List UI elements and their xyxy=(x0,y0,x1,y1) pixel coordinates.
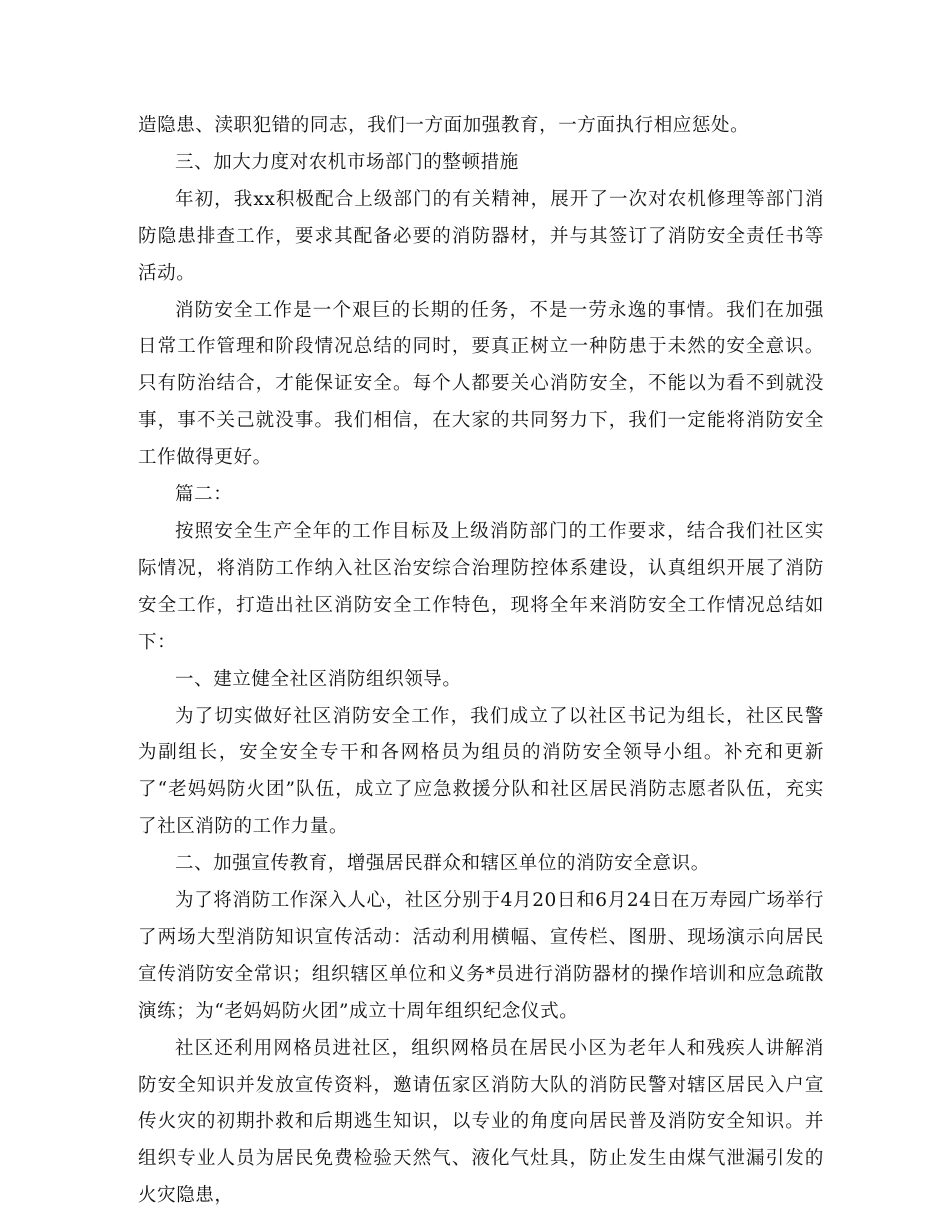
paragraph-continuation: 造隐患、渎职犯错的同志，我们一方面加强教育，一方面执行相应惩处。 xyxy=(138,115,750,136)
paragraph: 按照安全生产全年的工作目标及上级消防部门的工作要求，结合我们社区实际情况，将消防工作纳入社区治安综合治理防控体系建设，认真组织开展了消防安全工作，打造出社区消防安全工作特色，现将全年来消防安全工作情况总结如下： xyxy=(138,520,824,653)
paragraph: 年初，我xx积极配合上级部门的有关精神，展开了一次对农机修理等部门消防隐患排查工作，要求其配备必要的消防器材，并与其签订了消防安全责任书等活动。 xyxy=(138,188,824,284)
document-body xyxy=(138,108,824,1215)
paragraph: 为了切实做好社区消防安全工作，我们成立了以社区书记为组长，社区民警为副组长，安全安全专干和各网格员为组员的消防安全领导小组。补充和更新了“老妈妈防火团”队伍，成立了应急救援分队和社区居民消防志愿者队伍，充实了社区消防的工作力量。 xyxy=(138,705,824,838)
section-heading-3: 三、加大力度对农机市场部门的整顿措施 xyxy=(175,151,519,173)
paragraph: 社区还利用网格员进社区，组织网格员在居民小区为老年人和残疾人讲解消防安全知识并发放宣传资料，邀请伍家区消防大队的消防民警对辖区居民入户宣传火灾的初期扑救和后期逃生知识，以专业的角度向居民普及消防安全知识。并组织专业人员为居民免费检验天然气、液化气灶具，防止发生由煤气泄漏引发的火灾隐患， xyxy=(138,1037,824,1207)
paragraph: 消防安全工作是一个艰巨的长期的任务，不是一劳永逸的事情。我们在加强日常工作管理和阶段情况总结的同时，要真正树立一种防患于未然的安全意识。只有防治结合，才能保证安全。每个人都要关心消防安全，不能以为看不到就没事，事不关己就没事。我们相信，在大家的共同努力下，我们一定能将消防安全工作做得更好。 xyxy=(138,299,824,469)
section-heading-2: 二、加强宣传教育，增强居民群众和辖区单位的消防安全意识。 xyxy=(175,853,710,875)
paragraph: 为了将消防工作深入人心，社区分别于4月20日和6月24日在万寿园广场举行了两场大型消防知识宣传活动：活动利用横幅、宣传栏、图册、现场演示向居民宣传消防安全常识；组织辖区单位和义务*员进行消防器材的操作培训和应急疏散演练；为“老妈妈防火团”成立十周年组织纪念仪式。 xyxy=(138,890,824,1022)
part-heading: 篇二： xyxy=(175,484,233,506)
section-heading-1: 一、建立健全社区消防组织领导。 xyxy=(175,668,462,690)
